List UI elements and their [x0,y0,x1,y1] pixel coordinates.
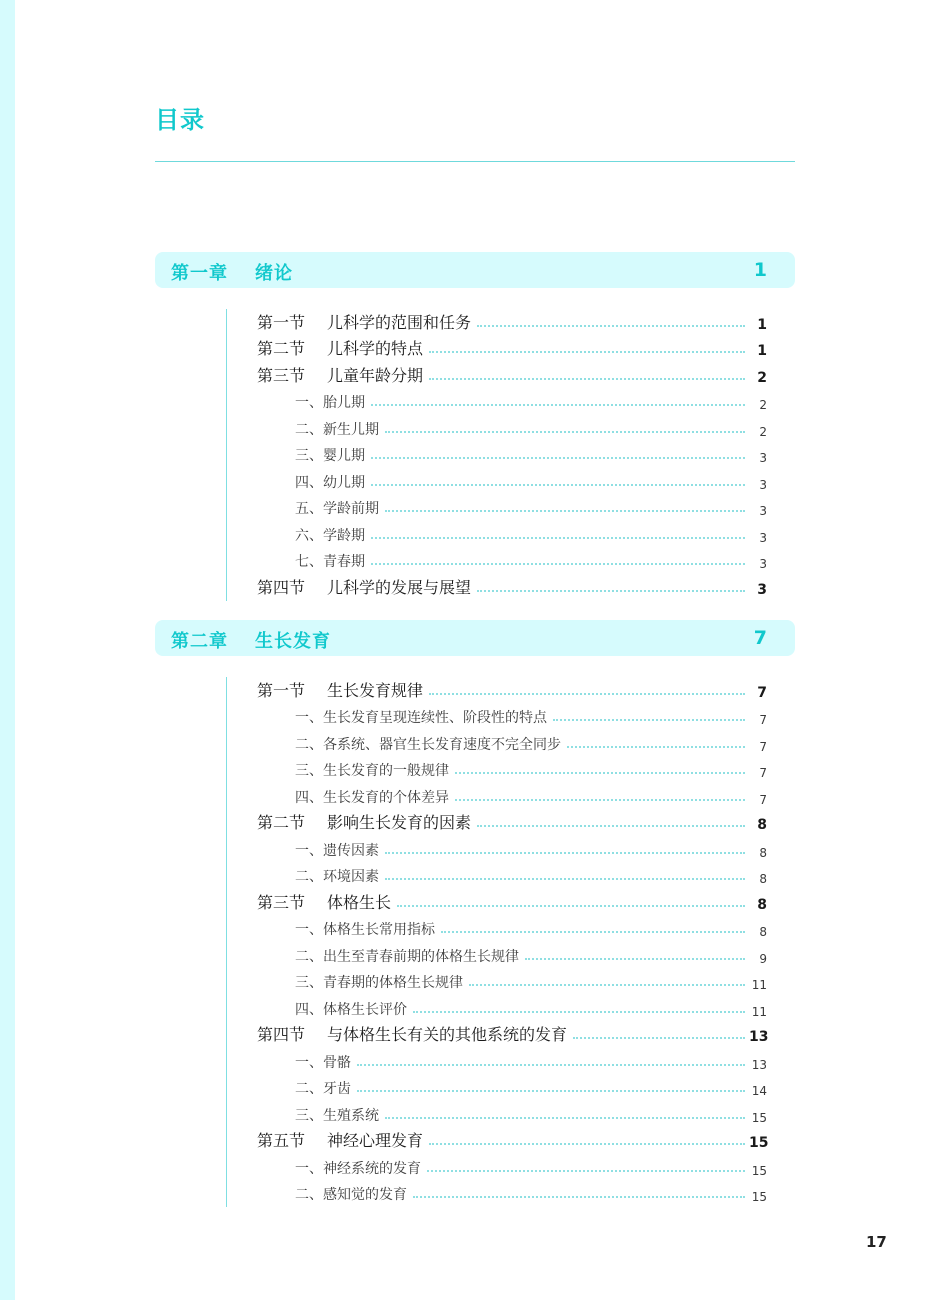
entry-title: 与体格生长有关的其他系统的发育 [327,1025,568,1044]
chapter-entries [226,309,767,601]
dot-leader [385,852,745,854]
dot-leader [429,1143,745,1145]
chapter-number: 第二章 [171,631,228,652]
toc-subsection-entry[interactable] [227,415,767,442]
toc-section-entry[interactable] [227,362,767,389]
entry-page-number: 13 [751,1057,767,1072]
entry-page-number: 7 [759,713,767,727]
toc-subsection-entry[interactable] [227,783,767,810]
entry-page-number: 3 [759,477,767,492]
toc-section-entry[interactable] [227,1128,767,1155]
toc-section-entry[interactable] [227,1022,767,1049]
entry-page-number: 2 [759,424,767,439]
entry-page-number: 1 [757,316,767,333]
entry-title: 一、体格生长常用指标 [295,922,435,938]
entry-page-number: 8 [759,872,767,886]
dot-leader [357,1064,745,1066]
entry-title: 儿科学的特点 [327,339,424,358]
chapter-title: 绪论 [255,263,293,284]
entry-title: 三、生长发育的一般规律 [295,763,449,779]
section-number: 第四节 [257,1025,306,1044]
toc-subsection-entry[interactable] [227,730,767,757]
chapter-number: 第一章 [171,263,228,284]
entry-page-number: 3 [759,451,767,465]
toc-section-entry[interactable] [227,810,767,837]
toc-subsection-entry[interactable] [227,1154,767,1181]
toc-section-entry[interactable] [227,889,767,916]
dot-leader [573,1037,745,1039]
entry-title: 二、环境因素 [295,869,379,885]
toc-subsection-entry[interactable] [227,704,767,731]
toc-subsection-entry[interactable] [227,1101,767,1128]
section-number: 第一节 [257,312,306,332]
entry-title: 一、胎儿期 [295,395,365,411]
entry-page-number: 8 [757,896,767,913]
entry-title: 二、新生儿期 [295,421,379,438]
entry-page-number: 8 [759,925,767,939]
entry-title: 体格生长 [327,892,392,912]
title-divider [155,161,795,162]
entry-page-number: 15 [751,1190,767,1204]
toc-section-entry[interactable] [227,336,767,363]
dot-leader [429,351,745,353]
entry-page-number: 15 [749,1135,769,1151]
entry-title: 五、学龄前期 [295,501,379,517]
chapter-title: 生长发育 [255,631,331,652]
dot-leader [553,719,745,721]
dot-leader [469,984,745,986]
dot-leader [371,484,745,486]
section-number: 第二节 [257,339,306,358]
toc-subsection-entry[interactable] [227,836,767,863]
dot-leader [371,563,745,565]
entry-page-number: 13 [749,1029,769,1045]
toc-subsection-entry[interactable] [227,468,767,495]
entry-page-number: 3 [759,557,767,571]
entry-title: 一、遗传因素 [295,842,379,859]
dot-leader [567,746,745,748]
dot-leader [429,378,745,380]
entry-page-number: 9 [759,951,767,966]
section-number: 第三节 [257,365,306,385]
dot-leader [477,825,745,827]
dot-leader [357,1090,745,1092]
toc-subsection-entry[interactable] [227,495,767,522]
section-number: 第二节 [257,813,306,832]
dot-leader [385,878,745,880]
section-number: 第三节 [257,892,306,912]
toc-subsection-entry[interactable] [227,757,767,784]
entry-title: 三、婴儿期 [295,448,365,464]
page-title: 目录 [155,106,205,134]
toc-section-entry[interactable] [227,309,767,336]
toc-subsection-entry[interactable] [227,969,767,996]
chapter-heading[interactable] [155,620,795,656]
toc-subsection-entry[interactable] [227,916,767,943]
entry-title: 生长发育规律 [327,680,424,700]
entry-title: 四、幼儿期 [295,474,365,491]
side-color-strip [0,0,15,1300]
dot-leader [371,404,745,406]
dot-leader [371,457,745,459]
entry-page-number: 7 [759,739,767,754]
entry-title: 一、神经系统的发育 [295,1160,421,1177]
entry-title: 二、感知觉的发育 [295,1187,407,1203]
entry-title: 二、各系统、器官生长发育速度不完全同步 [295,736,561,753]
entry-page-number: 2 [757,369,767,386]
entry-title: 影响生长发育的因素 [327,813,472,832]
toc-subsection-entry[interactable] [227,1075,767,1102]
dot-leader [413,1196,745,1198]
dot-leader [385,510,745,512]
dot-leader [441,931,745,933]
entry-title: 四、生长发育的个体差异 [295,789,449,806]
entry-page-number: 14 [751,1084,767,1098]
entry-title: 二、牙齿 [295,1081,351,1097]
entry-title: 一、生长发育呈现连续性、阶段性的特点 [295,710,547,726]
dot-leader [455,772,745,774]
dot-leader [397,905,745,907]
chapter-page: 7 [753,627,767,649]
toc-subsection-entry[interactable] [227,442,767,469]
entry-page-number: 15 [751,1110,767,1125]
entry-title: 三、生殖系统 [295,1107,379,1124]
entry-page-number: 8 [759,845,767,860]
toc-subsection-entry[interactable] [227,1048,767,1075]
entry-page-number: 11 [751,978,767,992]
dot-leader [385,1117,745,1119]
entry-page-number: 3 [759,530,767,545]
entry-title: 一、骨骼 [295,1054,351,1071]
entry-page-number: 11 [751,1004,767,1019]
entry-page-number: 8 [757,817,767,833]
page-number: 17 [866,1233,887,1251]
dot-leader [455,799,745,801]
section-number: 第五节 [257,1131,306,1150]
entry-page-number: 7 [759,766,767,780]
entry-page-number: 15 [751,1163,767,1178]
entry-title: 儿童年龄分期 [327,365,424,385]
toc-section-entry[interactable] [227,574,767,601]
toc-subsection-entry[interactable] [227,995,767,1022]
entry-page-number: 7 [759,792,767,807]
entry-title: 儿科学的范围和任务 [327,312,472,332]
chapter-entries [226,677,767,1207]
toc-subsection-entry[interactable] [227,521,767,548]
dot-leader [477,325,745,327]
entry-page-number: 2 [759,398,767,412]
section-number: 第四节 [257,577,306,597]
entry-title: 神经心理发育 [327,1131,424,1150]
section-number: 第一节 [257,680,306,700]
chapter-heading[interactable] [155,252,795,288]
entry-title: 三、青春期的体格生长规律 [295,975,463,991]
toc-subsection-entry[interactable] [227,1181,767,1208]
dot-leader [429,693,745,695]
dot-leader [413,1011,745,1013]
entry-title: 七、青春期 [295,554,365,570]
dot-leader [371,537,745,539]
entry-page-number: 7 [757,684,767,701]
entry-page-number: 3 [757,581,767,598]
entry-title: 六、学龄期 [295,527,365,544]
chapter-page: 1 [753,259,767,281]
toc-subsection-entry[interactable] [227,389,767,416]
dot-leader [385,431,745,433]
entry-page-number: 1 [757,343,767,359]
toc-section-entry[interactable] [227,677,767,704]
entry-title: 二、出生至青春前期的体格生长规律 [295,948,519,965]
dot-leader [427,1170,745,1172]
dot-leader [525,958,745,960]
entry-title: 四、体格生长评价 [295,1001,407,1018]
dot-leader [477,590,745,592]
entry-page-number: 3 [759,504,767,518]
toc-subsection-entry[interactable] [227,863,767,890]
toc-subsection-entry[interactable] [227,548,767,575]
toc-subsection-entry[interactable] [227,942,767,969]
entry-title: 儿科学的发展与展望 [327,577,472,597]
